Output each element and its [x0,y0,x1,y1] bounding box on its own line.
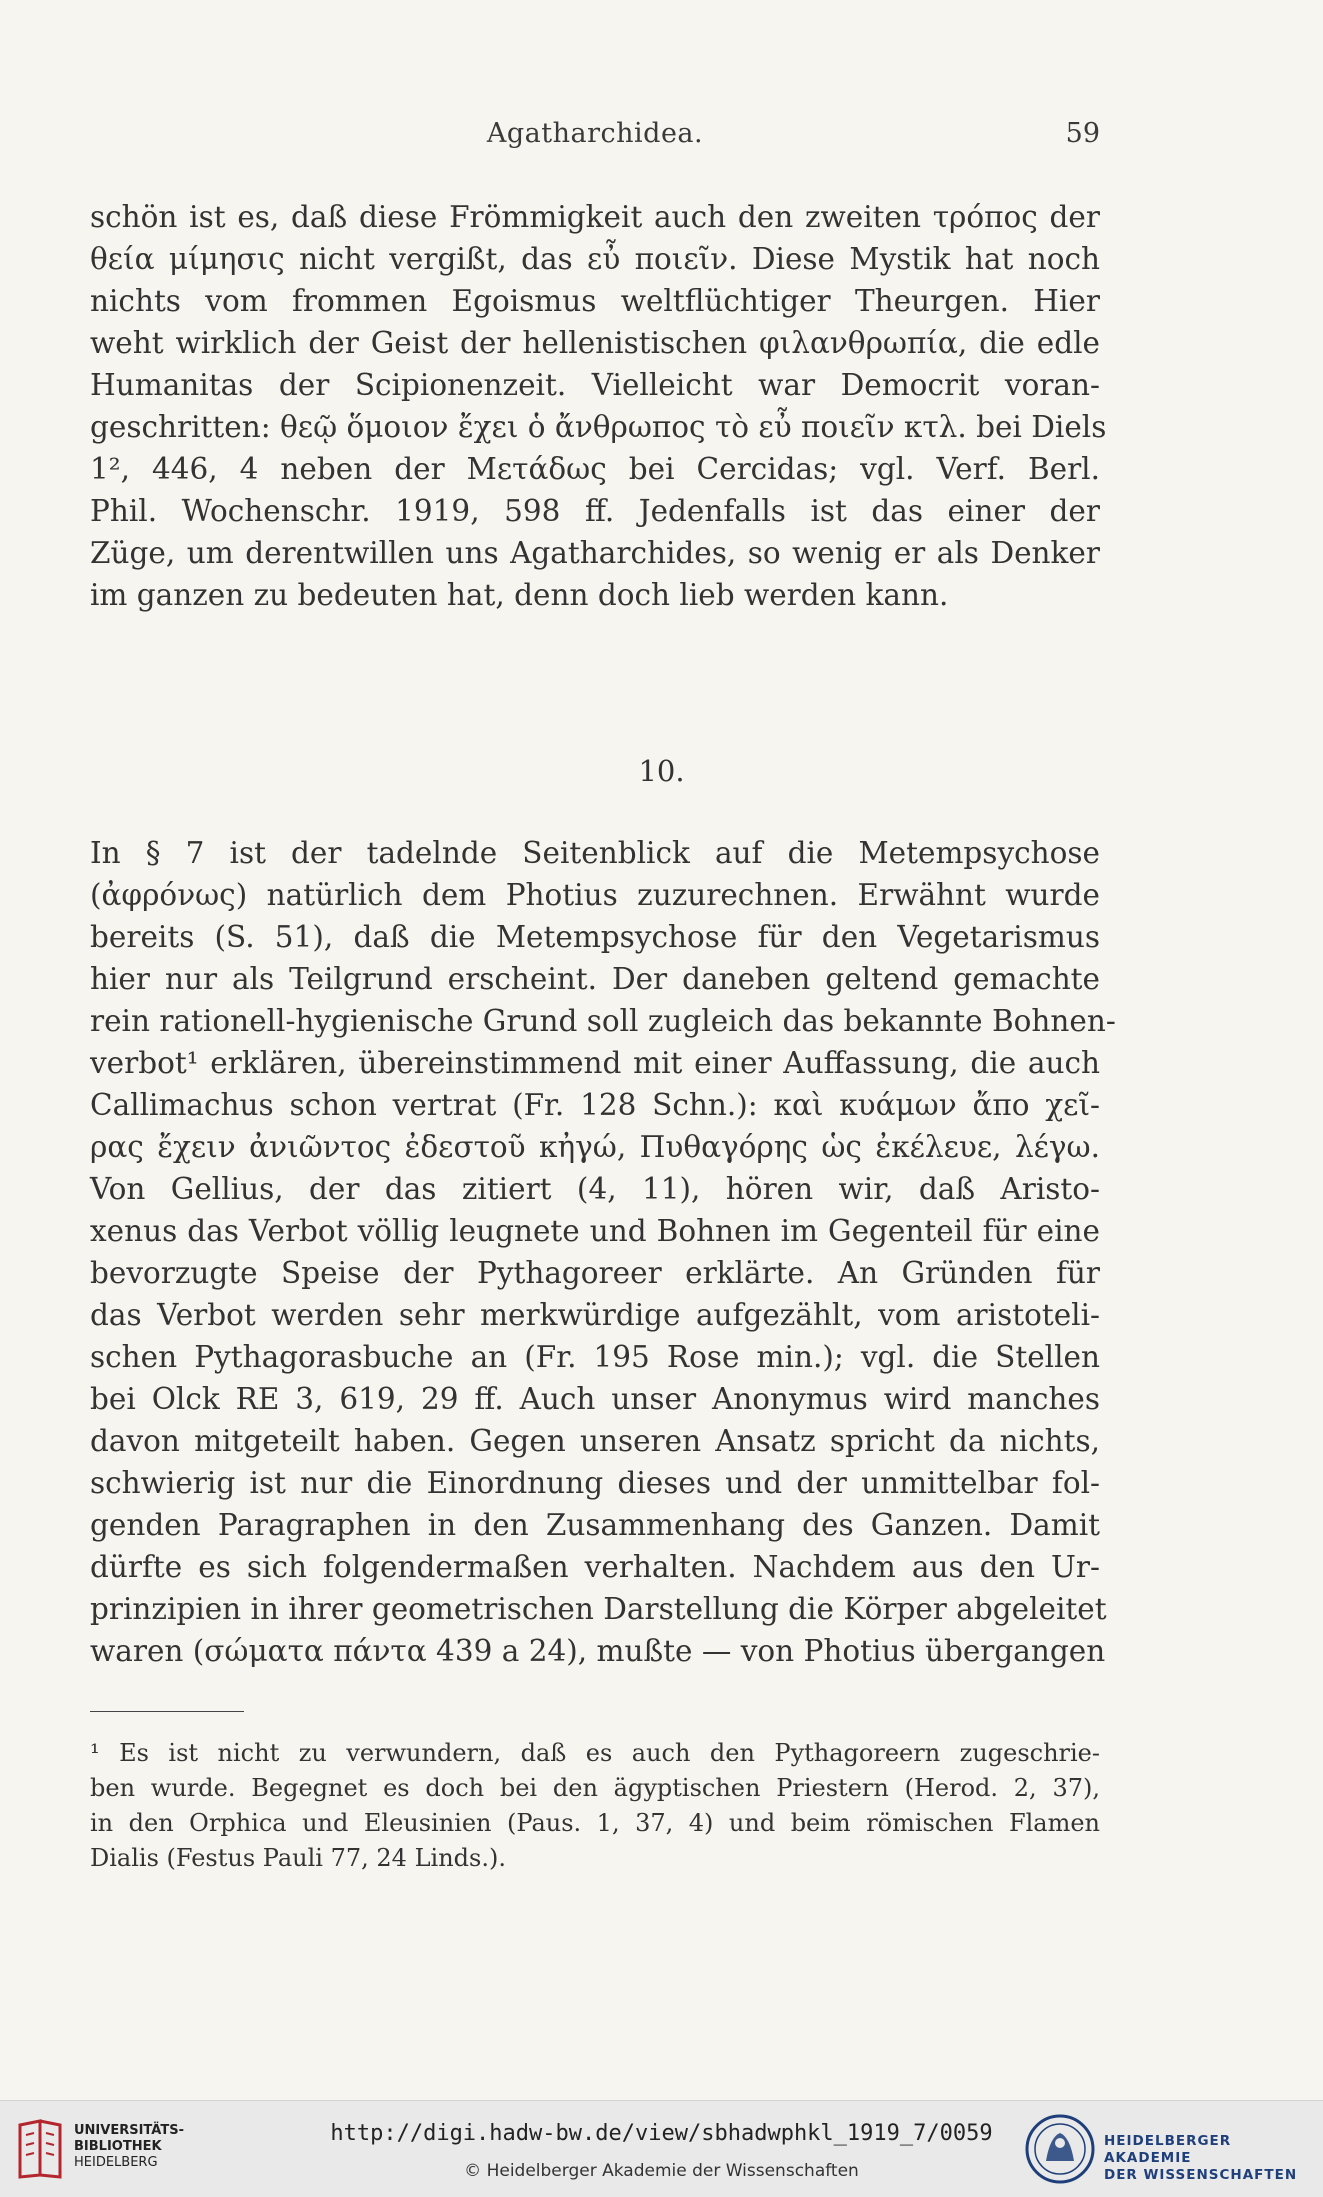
text-line: schön ist es, daß diese Frömmigkeit auch den zweiten τρόπος der [90,200,1100,234]
text-line: prinzipien in ihrer geometrischen Darstellung die Körper abgeleitet [90,1592,1107,1626]
text-line: geschritten: θεῷ ὅμοιον ἔχει ὁ ἄνθρωπος τὸ εὖ ποιεῖν κτλ. bei Diels [90,410,1107,444]
page-number: 59 [1065,118,1100,149]
text-line: rein rationell-hygienische Grund soll zugleich das bekannte Bohnen- [90,1004,1116,1038]
footnote-line: ben wurde. Begegnet es doch bei den ägyptischen Priestern (Herod. 2, 37), [90,1774,1100,1802]
footnote-line: in den Orphica und Eleusinien (Paus. 1, 37, 4) und beim römischen Flamen [90,1809,1100,1837]
text-line: im ganzen zu bedeuten hat, denn doch lieb werden kann. [90,578,949,612]
viewer-footer [0,2100,1323,2197]
text-line: 1², 446, 4 neben der Μετάδως bei Cercidas; vgl. Verf. Berl. [90,452,1100,486]
footnote-rule [90,1711,244,1712]
library-name-line1: UNIVERSITÄTS- [74,2123,184,2138]
text-line: davon mitgeteilt haben. Gegen unseren Ansatz spricht da nichts, [90,1424,1100,1458]
paragraph-2 [90,832,1116,1672]
footnote-line: Dialis (Festus Pauli 77, 24 Linds.). [90,1844,506,1872]
section-number: 10. [638,754,685,788]
text-line: waren (σώματα πάντα 439 a 24), mußte — von Photius übergangen [90,1634,1106,1668]
text-line: Von Gellius, der das zitiert (4, 11), hören wir, daß Aristo- [90,1172,1100,1206]
text-line: genden Paragraphen in den Zusammenhang des Ganzen. Damit [90,1508,1100,1542]
paragraph-1 [90,196,1107,616]
copyright-notice: © Heidelberger Akademie der Wissenschaften [464,2161,859,2181]
text-line: Callimachus schon vertrat (Fr. 128 Schn.): καὶ κυάμων ἄπο χεῖ- [90,1088,1100,1122]
text-line: das Verbot werden sehr merkwürdige aufgezählt, vom aristoteli- [90,1298,1100,1332]
text-line: verbot¹ erklären, übereinstimmend mit einer Auffassung, die auch [90,1046,1100,1080]
text-line: nichts vom frommen Egoismus weltflüchtiger Theurgen. Hier [90,284,1100,318]
text-line: dürfte es sich folgendermaßen verhalten. Nachdem aus den Ur- [90,1550,1100,1584]
text-line: θεία μίμησις nicht vergißt, das εὖ ποιεῖν. Diese Mystik hat noch [90,242,1100,276]
footnote-line: ¹ Es ist nicht zu verwundern, daß es auch den Pythagoreern zugeschrie- [90,1739,1100,1767]
text-line: bei Olck RE 3, 619, 29 ff. Auch unser Anonymus wird manches [90,1382,1100,1416]
text-line: weht wirklich der Geist der hellenistischen φιλανθρωπία, die edle [90,326,1100,360]
text-line: Phil. Wochenschr. 1919, 598 ff. Jedenfalls ist das einer der [90,494,1100,528]
text-line: Züge, um derentwillen uns Agatharchides, so wenig er als Denker [90,536,1100,570]
academy-name-line2: DER WISSENSCHAFTEN [1104,2167,1298,2183]
text-line: bevorzugte Speise der Pythagoreer erklärte. An Gründen für [90,1256,1100,1290]
text-line: Humanitas der Scipionenzeit. Vielleicht war Democrit voran- [90,368,1100,402]
permalink-url[interactable]: http://digi.hadw-bw.de/view/sbhadwphkl_1919_7/0059 [330,2121,993,2146]
text-line: ρας ἔχειν ἀνιῶντος ἐδεστοῦ κἠγώ, Πυθαγόρης ὡς ἐκέλευε, λέγω. [90,1130,1100,1164]
text-line: (ἀφρόνως) natürlich dem Photius zuzurechnen. Erwähnt wurde [90,878,1100,912]
academy-seal-icon [1024,2113,1096,2185]
text-line: xenus das Verbot völlig leugnete und Bohnen im Gegenteil für eine [90,1214,1100,1248]
library-name-line2: BIBLIOTHEK [74,2139,162,2154]
academy-name-line1: HEIDELBERGER AKADEMIE [1104,2133,1232,2166]
text-line: In § 7 ist der tadelnde Seitenblick auf die Metempsychose [90,836,1100,870]
footnote [90,1736,1100,1876]
library-name-line3: HEIDELBERG [74,2155,158,2170]
text-line: bereits (S. 51), daß die Metempsychose für den Vegetarismus [90,920,1100,954]
text-line: schen Pythagorasbuche an (Fr. 195 Rose min.); vgl. die Stellen [90,1340,1100,1374]
running-title: Agatharchidea. [486,118,704,149]
running-header [90,118,1100,158]
text-line: hier nur als Teilgrund erscheint. Der daneben geltend gemachte [90,962,1100,996]
academy-name [1104,2133,1323,2184]
text-line: schwierig ist nur die Einordnung dieses und der unmittelbar fol- [90,1466,1100,1500]
